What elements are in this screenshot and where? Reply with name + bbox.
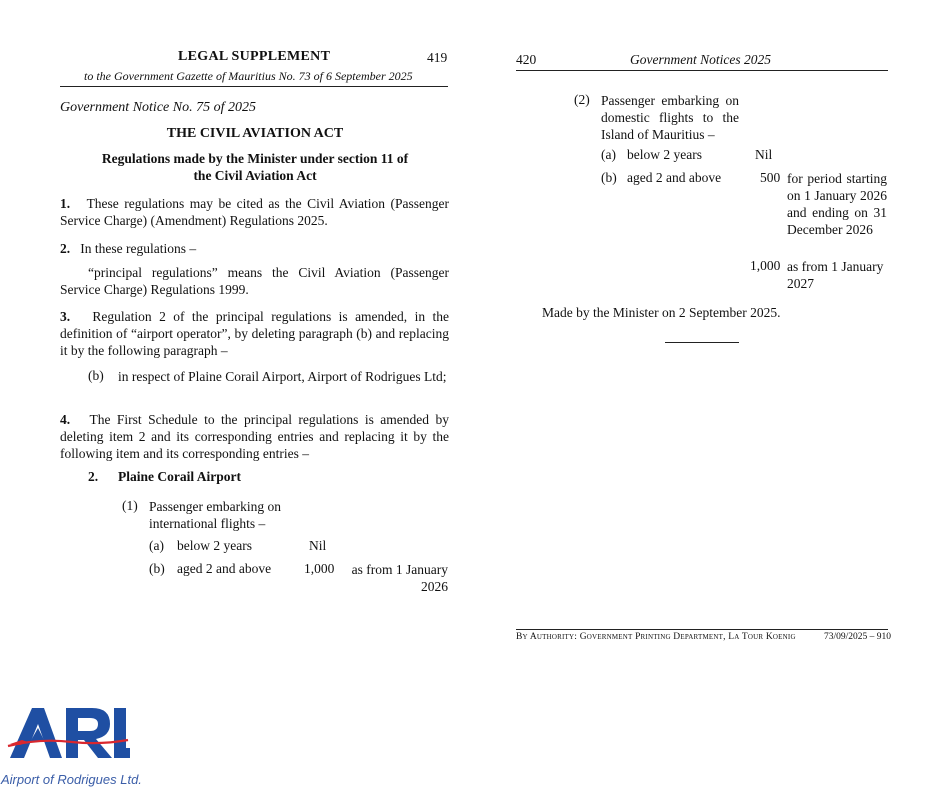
logo-letter-r bbox=[66, 708, 112, 758]
sub2-row-b-desc: aged 2 and above bbox=[627, 170, 722, 185]
footer-authority: By Authority: Government Printing Department, La Tour Koenig bbox=[516, 632, 796, 642]
sub2-row-c-amount: 1,000 bbox=[750, 258, 781, 273]
closing-divider bbox=[665, 342, 739, 343]
logo-letter-l bbox=[114, 708, 130, 758]
sub2-row-c-note: as from 1 January 2027 bbox=[787, 259, 884, 291]
paragraph-3-number: 3. bbox=[60, 309, 71, 324]
footer-code: 73/09/2025 – 910 bbox=[824, 632, 892, 642]
sub1-text: Passenger embarking on international flights – bbox=[149, 499, 281, 531]
replacement-paragraph-text: in respect of Plaine Corail Airport, Airport of Rodrigues Ltd; bbox=[118, 369, 447, 384]
item-title: Plaine Corail Airport bbox=[118, 469, 241, 484]
paragraph-2-number: 2. bbox=[60, 241, 71, 256]
regulations-heading-line1: Regulations made by the Minister under section 11 of bbox=[101, 151, 409, 166]
paragraph-1-text: These regulations may be cited as the Civil Aviation (Passenger Service Charge) (Amendment) Regulations 2025. bbox=[60, 196, 450, 228]
arl-logo bbox=[0, 700, 180, 788]
sub2-label: (2) bbox=[574, 92, 590, 107]
right-page-number: 420 bbox=[516, 52, 537, 67]
sub1-row-a-desc: below 2 years bbox=[177, 538, 252, 553]
sub2-row-b-label: (b) bbox=[601, 170, 617, 185]
right-header-title: Government Notices 2025 bbox=[630, 52, 771, 67]
made-by-statement: Made by the Minister on 2 September 2025. bbox=[542, 305, 781, 320]
sub1-row-b-note: as from 1 January 2026 bbox=[351, 562, 448, 594]
left-page bbox=[0, 0, 470, 645]
paragraph-2-text: In these regulations – bbox=[80, 241, 197, 256]
right-page bbox=[470, 0, 940, 645]
sub1-row-a-amount: Nil bbox=[309, 538, 327, 553]
definition-principal-regulations: “principal regulations” means the Civil Aviation (Passenger Service Charge) Regulations 1999. bbox=[60, 265, 449, 297]
paragraph-3 bbox=[60, 308, 449, 359]
sub2-row-a-label: (a) bbox=[601, 147, 616, 162]
sub2-text: Passenger embarking on domestic flights to the Island of Mauritius – bbox=[601, 93, 739, 142]
left-page-number: 419 bbox=[427, 50, 448, 65]
sub1-row-b-label: (b) bbox=[149, 561, 165, 576]
regulations-heading-line2: the Civil Aviation Act bbox=[193, 168, 317, 183]
logo-caption: Airport of Rodrigues Ltd. bbox=[1, 772, 142, 787]
notice-number: Government Notice No. 75 of 2025 bbox=[60, 100, 256, 115]
sub2-row-b-note: for period starting on 1 January 2026 and ending on 31 December 2026 bbox=[787, 171, 887, 237]
paragraph-4-number: 4. bbox=[60, 412, 71, 427]
sub2-row-a-desc: below 2 years bbox=[627, 147, 702, 162]
act-title: THE CIVIL AVIATION ACT bbox=[166, 126, 344, 141]
left-header-rule bbox=[60, 86, 448, 87]
sub1-label: (1) bbox=[122, 498, 138, 513]
paragraph-1-number: 1. bbox=[60, 196, 71, 211]
paragraph-4-text: The First Schedule to the principal regulations is amended by deleting item 2 and its corresponding entries and replacing it by the following item and its corresponding entries – bbox=[60, 412, 449, 461]
sub2-row-b-amount: 500 bbox=[760, 170, 781, 185]
right-header-rule bbox=[516, 70, 888, 71]
paragraph-1 bbox=[60, 195, 449, 229]
left-header-title: LEGAL SUPPLEMENT bbox=[178, 49, 331, 64]
sub2-row-a-amount: Nil bbox=[755, 147, 773, 162]
paragraph-3-text: Regulation 2 of the principal regulations is amended, in the definition of “airport operator”, by deleting paragraph (b) and replacing it by the following paragraph – bbox=[60, 309, 450, 358]
sub1-row-a-label: (a) bbox=[149, 538, 164, 553]
arl-logo-mark bbox=[0, 700, 180, 770]
footer-rule bbox=[516, 629, 888, 630]
sub1-row-b-amount: 1,000 bbox=[304, 561, 335, 576]
item-number: 2. bbox=[88, 469, 99, 484]
paragraph-2 bbox=[60, 240, 449, 257]
left-header-subtitle: to the Government Gazette of Mauritius No. 73 of 6 September 2025 bbox=[84, 69, 413, 83]
sub1-row-b-desc: aged 2 and above bbox=[177, 561, 272, 576]
paragraph-4 bbox=[60, 411, 449, 462]
replacement-paragraph-label: (b) bbox=[88, 368, 104, 383]
